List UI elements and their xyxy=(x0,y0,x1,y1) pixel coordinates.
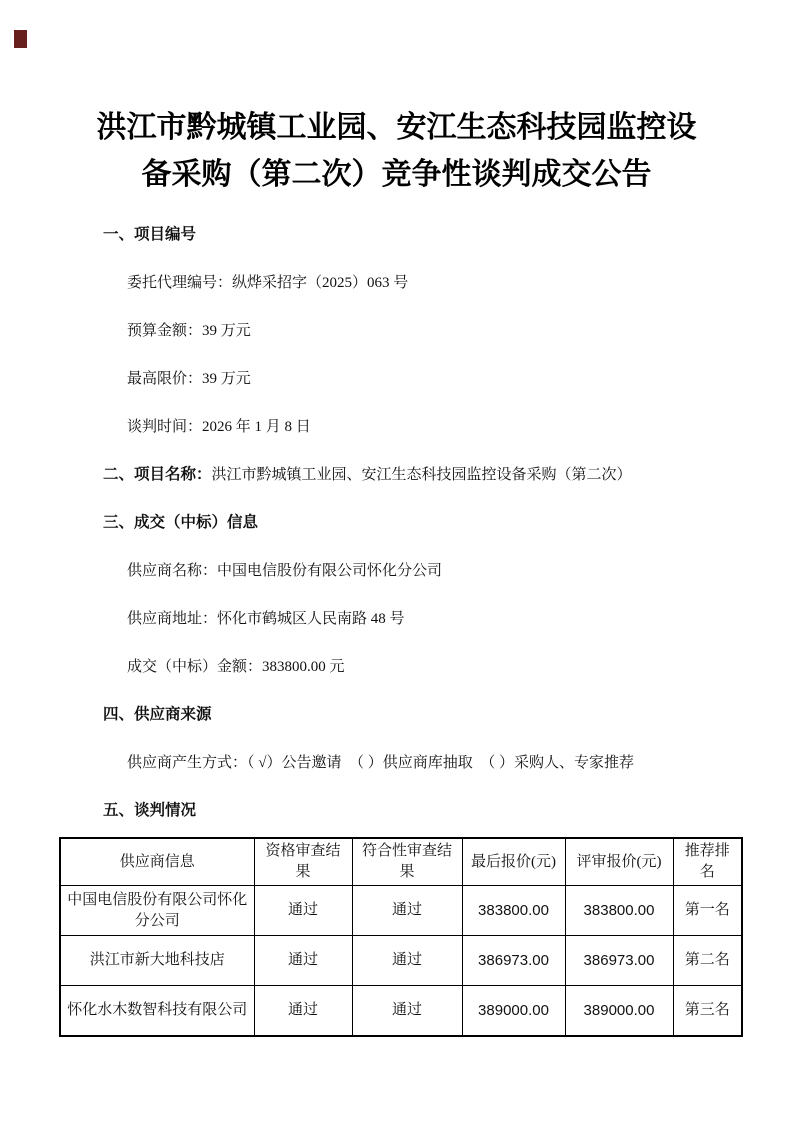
award-amount-line: 成交（中标）金额：383800.00 元 xyxy=(127,659,345,675)
cell-ranking: 第三名 xyxy=(673,986,742,1036)
cell-evaluated-quote: 383800.00 xyxy=(565,886,673,936)
supplier-address-line: 供应商地址：怀化市鹤城区人民南路 48 号 xyxy=(127,611,405,627)
cell-qualification-result: 通过 xyxy=(254,936,352,986)
budget-line: 预算金额：39 万元 xyxy=(127,323,251,339)
source-method-line: 供应商产生方式：（ √）公告邀请 （ ）供应商库抽取 （ ）采购人、专家推荐 xyxy=(127,755,634,771)
cell-conformity-result: 通过 xyxy=(352,986,462,1036)
cell-supplier-name: 中国电信股份有限公司怀化分公司 xyxy=(60,886,254,936)
cell-evaluated-quote: 386973.00 xyxy=(565,936,673,986)
document-body xyxy=(0,224,793,1037)
cell-final-quote: 383800.00 xyxy=(462,886,565,936)
cell-ranking: 第二名 xyxy=(673,936,742,986)
negotiation-time-line: 谈判时间：2026 年 1 月 8 日 xyxy=(127,419,311,435)
agency-code-line: 委托代理编号：纵烨采招字（2025）063 号 xyxy=(127,275,409,291)
page-title-line2: 备采购（第二次）竞争性谈判成交公告 xyxy=(141,158,652,191)
cell-conformity-result: 通过 xyxy=(352,936,462,986)
header-conformity-review: 符合性审查结果 xyxy=(352,838,462,886)
section5-heading: 五、谈判情况 xyxy=(103,802,197,819)
cell-qualification-result: 通过 xyxy=(254,886,352,936)
header-qualification-review: 资格审查结果 xyxy=(254,838,352,886)
header-supplier-info: 供应商信息 xyxy=(60,838,254,886)
cell-final-quote: 386973.00 xyxy=(462,936,565,986)
header-final-quote: 最后报价(元) xyxy=(462,838,565,886)
header-ranking: 推荐排名 xyxy=(673,838,742,886)
section2-label: 二、项目名称： xyxy=(103,466,212,483)
price-cap-line: 最高限价：39 万元 xyxy=(127,371,251,387)
section4-heading: 四、供应商来源 xyxy=(103,706,212,723)
table-row xyxy=(60,886,742,936)
cell-final-quote: 389000.00 xyxy=(462,986,565,1036)
scan-artifact-mark xyxy=(14,30,27,48)
cell-supplier-name: 洪江市新大地科技店 xyxy=(60,936,254,986)
cell-qualification-result: 通过 xyxy=(254,986,352,1036)
table-row xyxy=(60,986,742,1036)
negotiation-results-table xyxy=(59,837,743,1037)
supplier-name-line: 供应商名称：中国电信股份有限公司怀化分公司 xyxy=(127,563,443,579)
table-row xyxy=(60,936,742,986)
page-title xyxy=(60,104,733,198)
cell-conformity-result: 通过 xyxy=(352,886,462,936)
project-name-text: 洪江市黔城镇工业园、安江生态科技园监控设备采购（第二次） xyxy=(211,467,632,483)
cell-ranking: 第一名 xyxy=(673,886,742,936)
cell-evaluated-quote: 389000.00 xyxy=(565,986,673,1036)
table-header-row xyxy=(60,838,742,886)
page-title-line1: 洪江市黔城镇工业园、安江生态科技园监控设 xyxy=(96,111,697,144)
cell-supplier-name: 怀化水木数智科技有限公司 xyxy=(60,986,254,1036)
header-evaluated-quote: 评审报价(元) xyxy=(565,838,673,886)
section1-heading: 一、项目编号 xyxy=(103,226,197,243)
section2-heading xyxy=(103,464,793,486)
section3-heading: 三、成交（中标）信息 xyxy=(103,514,259,531)
